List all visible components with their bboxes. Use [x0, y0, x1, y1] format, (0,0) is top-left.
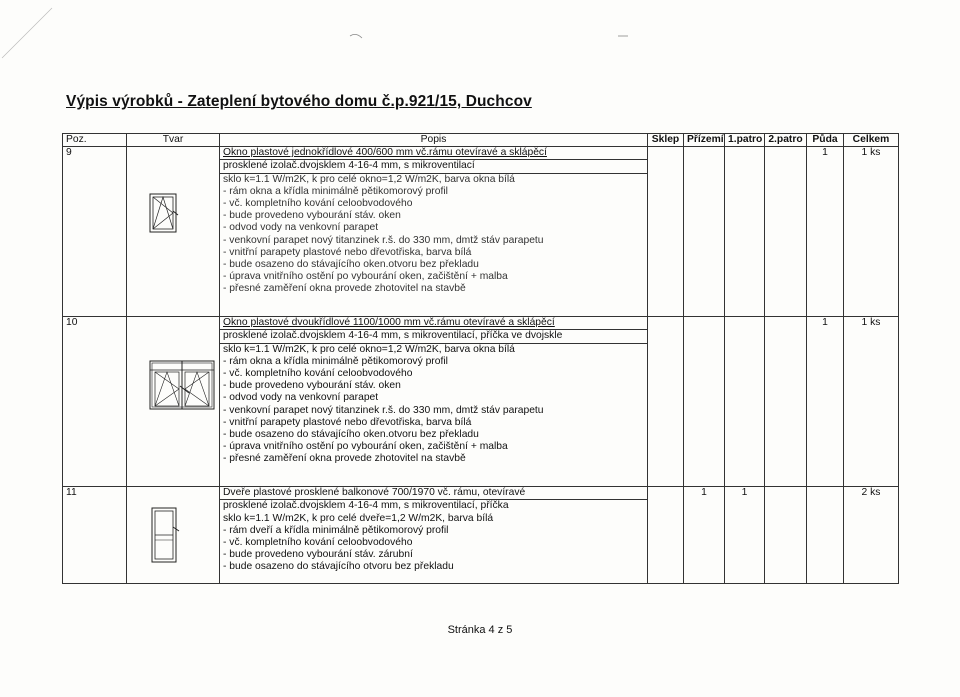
desc-line: - bude provedeno vybourání stáv. zárubní	[223, 549, 413, 561]
qty-1patro	[725, 147, 765, 317]
qty-1patro: 1	[725, 487, 765, 584]
desc-line: sklo k=1.1 W/m2K, k pro celé dveře=1,2 W/m2K, barva bílá	[223, 512, 494, 524]
table-row	[63, 487, 899, 584]
page-title: Výpis výrobků - Zateplení bytového domu č.p.921/15, Duchcov	[66, 93, 532, 110]
qty-puda: 1	[807, 147, 844, 317]
desc-line: - venkovní parapet nový titanzinek r.š. do 330 mm, dmtž stáv parapetu	[223, 404, 544, 416]
desc-line: - úprava vnitřního ostění po vybourání oken, začištění + malba	[223, 271, 508, 283]
qty-1patro	[725, 317, 765, 487]
desc-line: - rám dveří a křídla minimálně pětikomorový profil	[223, 524, 449, 536]
desc-line: - bude provedeno vybourání stáv. oken	[223, 210, 401, 222]
single-casement-window-icon	[149, 193, 179, 235]
qty-sklep	[648, 487, 684, 584]
desc-line: - rám okna a křídla minimálně pětikomorový profil	[223, 355, 448, 367]
header-celkem: Celkem	[844, 134, 899, 147]
qty-sklep	[648, 147, 684, 317]
item-heading: Okno plastové dvoukřídlové 1100/1000 mm vč.rámu otevíravé a sklápěcí	[223, 317, 555, 329]
qty-prizemi	[684, 317, 725, 487]
position-number: 10	[63, 317, 127, 487]
qty-puda	[807, 487, 844, 584]
desc-line: - odvod vody na venkovní parapet	[223, 392, 379, 404]
header-tvar: Tvar	[127, 134, 220, 147]
desc-line: - bude osazeno do stávajícího otvoru bez překladu	[223, 561, 454, 573]
qty-total: 1 ks	[844, 147, 899, 317]
desc-line: prosklené izolač.dvojsklem 4-16-4 mm, s mikroventilací	[220, 159, 647, 173]
qty-2patro	[765, 147, 807, 317]
desc-line: - bude osazeno do stávajícího oken.otvoru bez překladu	[223, 428, 479, 440]
header-2patro: 2.patro	[765, 134, 807, 147]
item-heading: Okno plastové jednokřídlové 400/600 mm vč.rámu otevíravé a sklápěcí	[223, 147, 547, 159]
position-number: 9	[63, 147, 127, 317]
desc-line: sklo k=1.1 W/m2K, k pro celé okno=1,2 W/m2K, barva okna bílá	[223, 343, 515, 355]
table-row	[63, 147, 899, 317]
header-1patro: 1.patro	[725, 134, 765, 147]
desc-line: - vnitřní parapety plastové nebo dřevotřiska, barva bílá	[223, 416, 472, 428]
header-popis: Popis	[220, 134, 648, 147]
header-sklep: Sklep	[648, 134, 684, 147]
desc-line: - venkovní parapet nový titanzinek r.š. do 330 mm, dmtž stáv parapetu	[223, 234, 544, 246]
table-header-row	[63, 134, 899, 147]
table-row	[63, 317, 899, 487]
qty-prizemi: 1	[684, 487, 725, 584]
desc-line: prosklené izolač.dvojsklem 4-16-4 mm, s mikroventilací, příčka	[223, 500, 509, 512]
qty-total: 1 ks	[844, 317, 899, 487]
item-heading: Dveře plastové prosklené balkonové 700/1970 vč. rámu, otevíravé	[220, 487, 647, 500]
description-cell	[220, 147, 648, 317]
desc-line: - vč. kompletního kování celoobvodového	[223, 367, 413, 379]
shape-cell	[127, 147, 220, 317]
product-table	[62, 133, 899, 584]
desc-line: - vnitřní parapety plastové nebo dřevotřiska, barva bílá	[223, 246, 472, 258]
header-prizemi: Přízemí	[684, 134, 725, 147]
desc-line: - úprava vnitřního ostění po vybourání oken, začištění + malba	[223, 441, 508, 453]
desc-line: - bude provedeno vybourání stáv. oken	[223, 380, 401, 392]
desc-line: - vč. kompletního kování celoobvodového	[223, 536, 413, 548]
description-cell	[220, 317, 648, 487]
header-puda: Půda	[807, 134, 844, 147]
desc-line: - rám okna a křídla minimálně pětikomorový profil	[223, 185, 448, 197]
qty-prizemi	[684, 147, 725, 317]
double-casement-window-icon	[149, 360, 219, 412]
qty-2patro	[765, 317, 807, 487]
desc-line: prosklené izolač.dvojsklem 4-16-4 mm, s mikroventilací, příčka ve dvojskle	[220, 329, 647, 343]
qty-2patro	[765, 487, 807, 584]
desc-line: - přesné zaměření okna provede zhotovitel na stavbě	[223, 283, 466, 295]
position-number: 11	[63, 487, 127, 584]
desc-line: - bude osazeno do stávajícího oken.otvoru bez překladu	[223, 258, 479, 270]
header-poz: Poz.	[63, 134, 127, 147]
balcony-door-icon	[151, 507, 181, 565]
desc-line: - vč. kompletního kování celoobvodového	[223, 197, 413, 209]
desc-line: - odvod vody na venkovní parapet	[223, 222, 379, 234]
qty-sklep	[648, 317, 684, 487]
shape-cell	[127, 317, 220, 487]
description-cell	[220, 487, 648, 584]
page-footer: Stránka 4 z 5	[447, 624, 513, 636]
shape-cell	[127, 487, 220, 584]
qty-total: 2 ks	[844, 487, 899, 584]
qty-puda: 1	[807, 317, 844, 487]
desc-line: sklo k=1.1 W/m2K, k pro celé okno=1,2 W/m2K, barva okna bílá	[223, 173, 515, 185]
desc-line: - přesné zaměření okna provede zhotovitel na stavbě	[223, 453, 466, 465]
